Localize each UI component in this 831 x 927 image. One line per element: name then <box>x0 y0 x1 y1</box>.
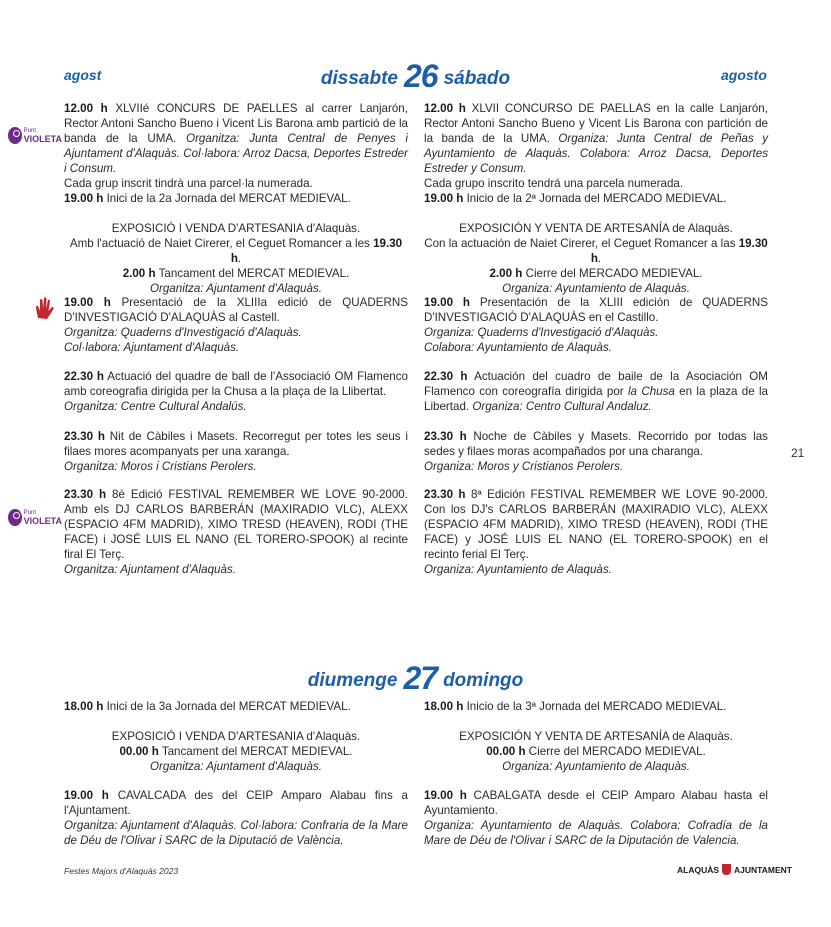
day-26-number: 26 <box>403 58 438 94</box>
event-paelles-ca: 12.00 h XLVIIé CONCURS DE PAELLES al carrer Lanjarón, Rector Antoni Sancho Bueno i Vicent Lis Barona amb partició de la banda de la UMA. Organitza: Junta Central de Penyes i Ajuntament d'Alaquàs. Col·labora: Arroz Dacsa, Deportes Estreder i Consum. Cada grup inscrit tindrà una parcel·la numerada. <box>64 102 409 190</box>
day-26-weekday-es: sábado <box>443 68 511 89</box>
page-number: 21 <box>791 446 805 460</box>
day-27-weekday-es: domingo <box>443 670 524 691</box>
event-mercat-inici-ca: 19.00 h Inici de la 2a Jornada del MERCAT MEDIEVAL. <box>64 192 351 205</box>
day-26-weekday-ca: dissabte <box>320 68 398 89</box>
event-cavalcada-ca: 19.00 h CAVALCADA des del CEIP Amparo Alabau fins a l'Ajuntament. Organitza: Ajuntament d'Alaquàs. Col·labora: Confraria de la Mare de Déu de l'Olivar i SARC de la Diputació de València. <box>64 789 408 847</box>
event-artesania-ca: EXPOSICIÓ I VENDA D'ARTESANIA d'Alaquàs. Amb l'actuació de Naiet Cirerer, el Ceguet Romancer a les 19.30 h. 2.00 h Tancament del MERCAT MEDIEVAL. Organitza: Ajuntament d'Alaquàs. <box>69 222 403 295</box>
day-27-title <box>0 660 831 697</box>
footer-publication-title: Festes Majors d'Alaquàs 2023 <box>64 866 179 876</box>
month-label-spanish: agosto <box>721 67 767 83</box>
event-artesania-27-es: EXPOSICIÓN Y VENTA DE ARTESANÍA de Alaquàs. 00.00 h Cierre del MERCADO MEDIEVAL. Organiza: Ayuntamiento de Alaquàs. <box>459 730 733 773</box>
event-quaderns-es: 19.00 h Presentación de la XLIII edición de QUADERNS D'INVESTIGACIÓ D'ALAQUÀS en el Castillo. Organiza: Quaderns d'Investigació d'Alaquàs. Colabora: Ayuntamiento de Alaquàs. <box>424 296 768 354</box>
event-remember-es: 23.30 h 8ª Edición FESTIVAL REMEMBER WE LOVE 90-2000. Con los DJ's CARLOS BARBERÁN (MAXIRADIO VLC), ALEXX (ESPACIO 4FM MADRID), XIMO TRESD (HEAVEN), RODI (THE FACE) y JOSÉ LUIS EL NANO (EL TORERO-SPOOK) en el recinto ferial El Terç. Organiza: Ayuntamiento de Alaquàs. <box>424 488 768 576</box>
event-cabalgata-es: 19.00 h CABALGATA desde el CEIP Amparo Alabau hasta el Ayuntamiento. Organiza: Ayuntamiento de Alaquàs. Colabora: Cofradía de la Mare de Déu de l'Olivar i SARC de la Diputación de Valencia. <box>424 789 768 847</box>
event-flamenco-es: 22.30 h Actuación del cuadro de baile de la Asociación OM Flamenco con coreografía dirigida por la Chusa en la plaza de la Libertad. Organiza: Centro Cultural Andaluz. <box>424 370 768 413</box>
event-remember-ca: 23.30 h 8è Edició FESTIVAL REMEMBER WE LOVE 90-2000. Amb els DJ CARLOS BARBERÁN (MAXIRADIO VLC), ALEXX (ESPACIO 4FM MADRID), XIMO TRESD (HEAVEN), RODI (THE FACE) i JOSÉ LUIS EL NANO (EL TORERO-SPOOK) al recinte firal El Terç. Organitza: Ajuntament d'Alaquàs. <box>64 488 408 576</box>
day-26-title <box>0 58 831 95</box>
event-flamenco-ca: 22.30 h Actuació del quadre de ball de l'Associació OM Flamenco amb coreografia dirigida per la Chusa a la plaça de la Llibertat. Organitza: Centre Cultural Andalús. <box>64 370 408 413</box>
event-artesania-es: EXPOSICIÓN Y VENTA DE ARTESANÍA de Alaquàs. Con la actuación de Naiet Cirerer, el Ceguet Romancer a las 19.30 h. 2.00 h Cierre del MERCADO MEDIEVAL. Organiza: Ayuntamiento de Alaquàs. <box>424 222 768 295</box>
day-27-number: 27 <box>403 660 438 696</box>
punt-violeta-small-text-2: Punt <box>23 510 36 516</box>
punt-violeta-icon-2 <box>8 506 62 528</box>
event-mercado-3a-es: 18.00 h Inicio de la 3ª Jornada del MERCADO MEDIEVAL. <box>424 700 727 713</box>
logo-text-alaquas: ALAQUÀS <box>677 864 720 875</box>
ajuntament-logo <box>677 864 792 875</box>
punt-violeta-disc-icon-2 <box>8 509 22 526</box>
event-artesania-27-ca: EXPOSICIÓ I VENDA D'ARTESANIA d'Alaquàs. 00.00 h Tancament del MERCAT MEDIEVAL. Organitza: Ajuntament d'Alaquàs. <box>111 730 361 773</box>
event-cabiles-es: 23.30 h Noche de Càbiles y Masets. Recorrido por todas las sedes y filaes moras acompañados por una charanga. Organiza: Moros y Cristianos Perolers. <box>424 430 768 473</box>
crest-icon <box>722 864 731 875</box>
event-mercat-3a-ca: 18.00 h Inici de la 3a Jornada del MERCAT MEDIEVAL. <box>64 700 351 713</box>
punt-violeta-big-text-2: VIOLETA <box>23 516 62 526</box>
event-quaderns-ca: 19.00 h Presentació de la XLIIIa edició de QUADERNS D'INVESTIGACIÓ D'ALAQUÀS al Castell. Organitza: Quaderns d'Investigació d'Alaquàs. Col·labora: Ajuntament d'Alaquàs. <box>64 296 408 354</box>
punt-violeta-small-text: Punt <box>23 128 36 134</box>
event-cabiles-ca: 23.30 h Nit de Càbiles i Masets. Recorregut per totes les seus i filaes mores acompanyats per una xaranga. Organitza: Moros i Cristians Perolers. <box>64 430 408 473</box>
punt-violeta-big-text: VIOLETA <box>23 134 62 144</box>
event-mercado-inicio-es: 19.00 h Inicio de la 2ª Jornada del MERCADO MEDIEVAL. <box>424 192 727 205</box>
hands-icon <box>34 296 58 322</box>
event-paellas-es: 12.00 h XLVII CONCURSO DE PAELLAS en la calle Lanjarón, Rector Antoni Sancho Bueno y Vicent Lis Barona con partición de la banda de la UMA. Organiza: Junta Central de Peñas y Ayuntamiento de Alaquàs. Colabora: Arroz Dacsa, Deportes Estreder y Consum. Cada grupo inscrito tendrá una parcela numerada. <box>424 102 768 190</box>
month-label-valencian: agost <box>64 67 102 83</box>
logo-text-ajuntament: AJUNTAMENT <box>734 864 792 875</box>
punt-violeta-disc-icon <box>8 127 22 144</box>
day-27-weekday-ca: diumenge <box>307 670 398 691</box>
punt-violeta-icon <box>8 124 62 146</box>
